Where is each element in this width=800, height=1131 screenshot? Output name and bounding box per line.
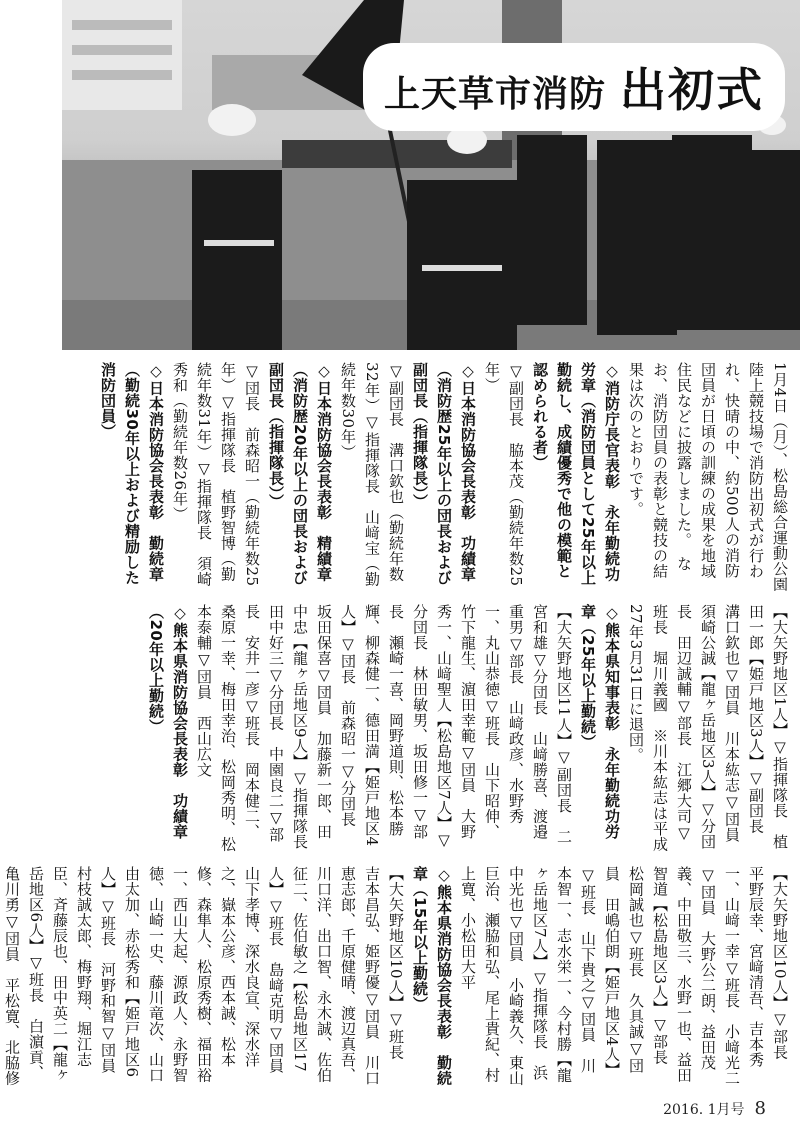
article-tier-3 [3, 866, 792, 1086]
award-heading-1: ◇消防庁長官表彰 永年勤続功労章（消防団員として25年以上勤続し、成績優秀で他の模範と認められる者） [531, 362, 621, 586]
article-tier-1 [62, 362, 792, 592]
award-heading-6: ◇熊本県消防協会長表彰 功績章（20年以上勤続） [147, 604, 189, 840]
award-body-4: 【大矢野地区1人】▽指揮隊長 植田一郎【姫戸地区3人】▽副団長 溝口欽也▽団員 川本紘志▽団員 須崎公誠【龍ヶ岳地区3人】▽分団長 田辺誠輔▽部長 江郷大司▽班長 堀川義國 ※川本紘志は平成27年3月31日に退団。 [627, 604, 789, 858]
award-body-2: ▽副団長 溝口欽也（勤続年数32年）▽指揮隊長 山﨑宝（勤続年数30年） [339, 362, 405, 587]
intro-paragraph: 1月4日（月）、松島総合運動公園陸上競技場で消防出初式が行われ、快晴の中、約500人の消防団員が日頃の訓練の成果を地域住民などに披露しました。 なお、消防団員の表彰と競技の結果は次のとおりです。 [627, 362, 789, 592]
page-number: 8 [754, 1098, 766, 1119]
issue-label: 2016. 1月号 [663, 1102, 745, 1118]
page-footer [663, 1098, 766, 1119]
award-body-6: 【大矢野地区10人】▽部長 平野辰幸、宮﨑清吾、吉本秀一、山﨑一幸▽班長 小﨑光二▽団員 大野公二朗、益田茂義、中田敬三、水野一也、益田智道【松島地区3人】▽部長 松岡誠也▽班長 久具誠▽団員 田嶋伯朗【姫戸地区4人】▽班長 山下貴之▽団員 川本智一、志水栄一、今村勝【龍ヶ岳地区7人】▽指揮隊長 浜中光也▽団員 小崎義久、東山巨治、瀬脇和弘、尾上貴紀、村上寛、小松田大平 [459, 866, 789, 1086]
award-body-7: 【大矢野地区10人】▽班長 吉本昌弘、姫野優▽団員 川口恵志郎、千原健晴、渡辺真吾、川口洋、出口智、永木誠、佐伯征二、佐伯敏之【松島地区17人】▽班長 島﨑克明▽団員 山下孝博、深水良宣、深水洋之、嶽本公彦、西本誠、松本修、森隼人、松原秀樹、福田裕一、西山大起、源政人、永野智徳、山崎一史、藤川竜次、山口由太加、赤松秀和【姫戸地区6人】▽班長 河野和智▽団員 村枝誠太郎、梅野翔、堀江志臣、斉藤辰也、田中英二【龍ヶ岳地区6人】▽班長 白濵貢、亀川勇▽団員 平松寛、北脇修 [3, 866, 405, 1086]
title-sub: 出初式 [620, 63, 764, 117]
award-heading-4: ◇日本消防協会長表彰 勤続章（勤続30年以上および精励した消防団員） [99, 362, 165, 586]
award-body-3: ▽団長 前森昭一（勤続年数25年）▽指揮隊長 植野智博（勤続年数31年）▽指揮隊長 須崎秀和（勤続年数26年） [171, 362, 261, 587]
award-heading-7: ◇熊本県消防協会長表彰 勤続章（15年以上勤続） [411, 866, 453, 1086]
title-banner [366, 46, 782, 128]
award-heading-5: ◇熊本県知事表彰 永年勤続功労章（25年以上勤続） [579, 604, 621, 840]
award-body-1: ▽副団長 脇本茂（勤続年数25年） [483, 362, 525, 587]
award-heading-2: ◇日本消防協会長表彰 功績章（消防歴25年以上の団長および副団長（指揮隊長）） [411, 362, 477, 586]
award-body-5: 【大矢野地区11人】▽副団長 二宮和雄▽分団長 山﨑勝喜、渡邉重男▽部長 山﨑政彦、水野秀一、丸山恭徳▽班長 山下昭伸、竹下龍生、濵田幸範▽団員 大野秀一、山﨑聖人【松島地区7人】▽分団長 林田敏男、坂田修一▽部長 瀬崎一喜、岡野道則、松本勝輝、柳森健一、德田満【姫戸地区4人】▽団長 前森昭一▽分団長 坂田保喜▽団員 加藤新一郎、田中忠【龍ヶ岳地区9人】▽指揮隊長 田中好三▽分団長 中園良二▽部長 安井一彦▽班長 岡本健二、桑原一幸、梅田幸治、松岡秀明、松本泰輔▽団員 西山広文 [195, 604, 573, 866]
hero-photo [62, 0, 800, 350]
award-heading-3: ◇日本消防協会長表彰 精績章（消防歴20年以上の団長および副団長（指揮隊長）） [267, 362, 333, 586]
title-main: 上天草市消防 [383, 74, 606, 115]
article-tier-2 [62, 604, 792, 866]
